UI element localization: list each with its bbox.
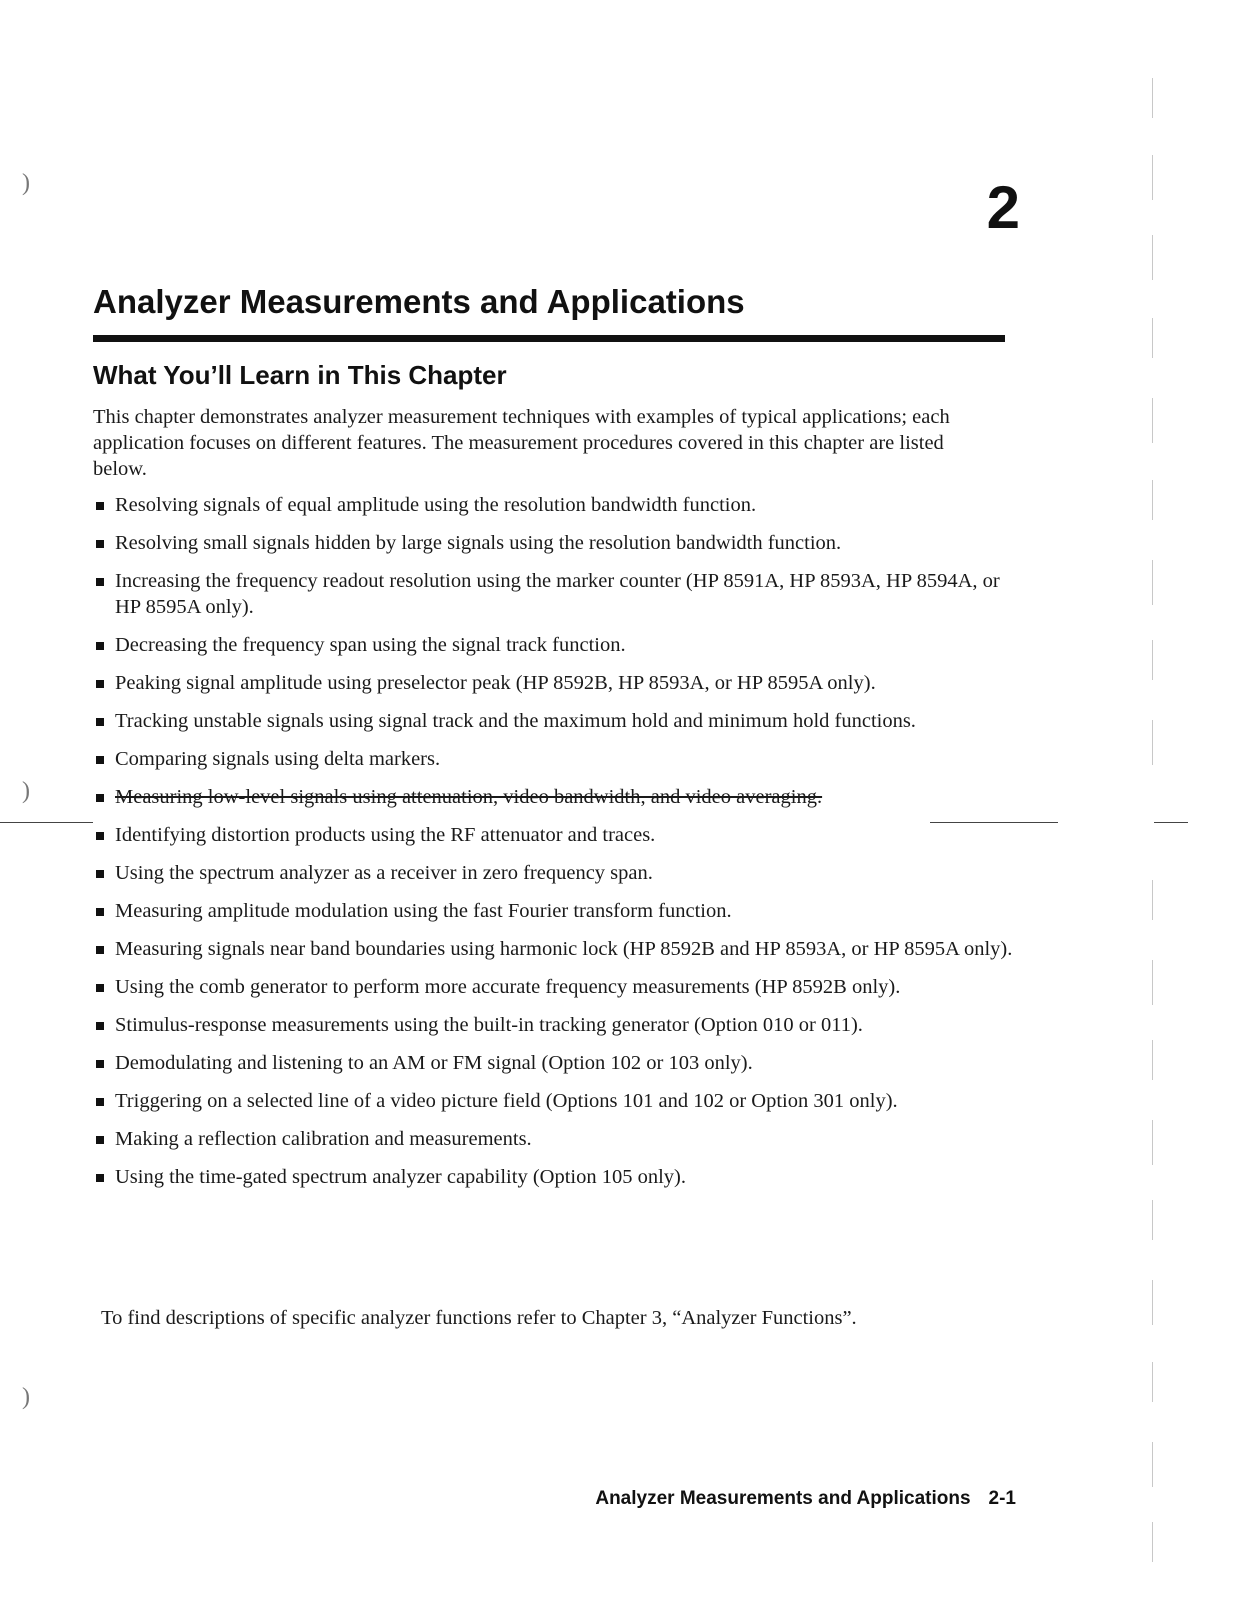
page-footer <box>480 1488 1016 1510</box>
list-item: Stimulus-response measurements using the built-in tracking generator (Option 010 or 011). <box>93 1012 1018 1038</box>
margin-mark: ) <box>22 170 30 196</box>
scan-edge-mark <box>1152 960 1153 1005</box>
intro-paragraph: This chapter demonstrates analyzer measurement techniques with examples of typical applications; each application focuses on different features. The measurement procedures covered in this chapter are listed below. <box>93 406 950 480</box>
scan-edge-mark <box>1152 318 1153 358</box>
list-item: Using the comb generator to perform more accurate frequency measurements (HP 8592B only). <box>93 974 1018 1000</box>
chapter-number: 2 <box>986 174 1020 241</box>
list-item: Comparing signals using delta markers. <box>93 746 1018 772</box>
scan-edge-mark <box>1152 1362 1153 1402</box>
list-item: Using the spectrum analyzer as a receiver in zero frequency span. <box>93 860 1018 886</box>
scan-edge-mark <box>1152 1040 1153 1080</box>
list-item: Decreasing the frequency span using the signal track function. <box>93 632 1018 658</box>
scan-edge-mark <box>1152 1280 1153 1325</box>
strike-line-margin <box>1154 822 1188 823</box>
list-item: Using the time-gated spectrum analyzer capability (Option 105 only). <box>93 1164 1018 1190</box>
scan-edge-mark <box>1152 155 1153 200</box>
section-heading: What You’ll Learn in This Chapter <box>93 360 507 390</box>
list-item: Measuring amplitude modulation using the fast Fourier transform function. <box>93 898 1018 924</box>
closing-paragraph: To find descriptions of specific analyzer functions refer to Chapter 3, “Analyzer Functions”. <box>101 1307 857 1329</box>
scan-edge-mark <box>1152 78 1153 118</box>
list-item: Increasing the frequency readout resolution using the marker counter (HP 8591A, HP 8593A, HP 8594A, or HP 8595A only). <box>93 568 1018 620</box>
procedure-list <box>93 492 1018 1202</box>
list-item: Identifying distortion products using the RF attenuator and traces. <box>93 822 1018 848</box>
scan-edge-mark <box>1152 480 1153 520</box>
margin-mark: ) <box>22 778 30 804</box>
scan-edge-mark <box>1152 1522 1153 1562</box>
list-item: Tracking unstable signals using signal track and the maximum hold and minimum hold functions. <box>93 708 1018 734</box>
scan-edge-mark <box>1152 720 1153 765</box>
page-number: 2-1 <box>988 1488 1016 1509</box>
scan-edge-mark <box>1152 640 1153 680</box>
scan-edge-mark <box>1152 880 1153 920</box>
list-item: Triggering on a selected line of a video picture field (Options 101 and 102 or Option 301 only). <box>93 1088 1018 1114</box>
title-rule <box>93 335 1005 342</box>
scan-edge-mark <box>1152 560 1153 605</box>
margin-mark: ) <box>22 1384 30 1410</box>
scan-edge-mark <box>1152 1442 1153 1487</box>
list-item: Demodulating and listening to an AM or FM signal (Option 102 or 103 only). <box>93 1050 1018 1076</box>
strike-line-left <box>0 822 93 823</box>
scan-edge-mark <box>1152 235 1153 280</box>
list-item: Resolving small signals hidden by large signals using the resolution bandwidth function. <box>93 530 1018 556</box>
chapter-title: Analyzer Measurements and Applications <box>93 283 745 320</box>
list-item: Peaking signal amplitude using preselector peak (HP 8592B, HP 8593A, or HP 8595A only). <box>93 670 1018 696</box>
scan-edge-mark <box>1152 1200 1153 1240</box>
scan-edge-mark <box>1152 1120 1153 1165</box>
scan-edge-mark <box>1152 398 1153 443</box>
footer-title: Analyzer Measurements and Applications <box>595 1488 971 1509</box>
list-item: Measuring signals near band boundaries using harmonic lock (HP 8592B and HP 8593A, or HP 8595A only). <box>93 936 1018 962</box>
list-item-struck: Measuring low-level signals using attenuation, video bandwidth, and video averaging. <box>93 784 1018 810</box>
list-item: Resolving signals of equal amplitude using the resolution bandwidth function. <box>93 492 1018 518</box>
list-item: Making a reflection calibration and measurements. <box>93 1126 1018 1152</box>
